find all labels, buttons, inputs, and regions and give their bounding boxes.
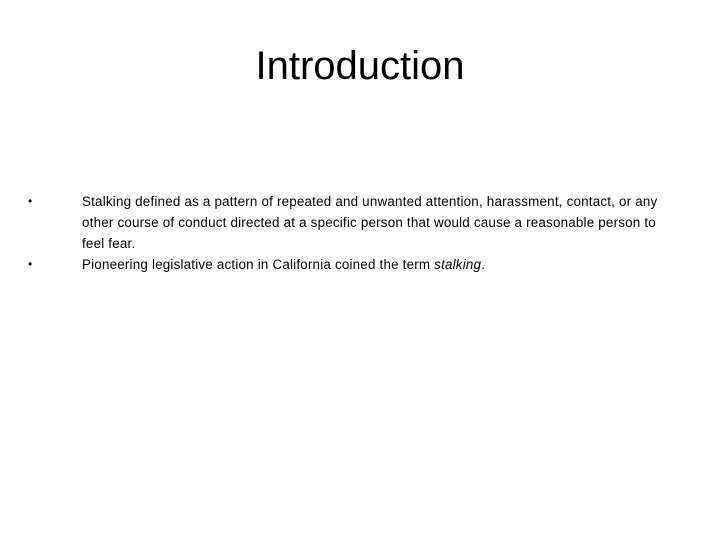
bullet-list — [0, 191, 720, 275]
bullet-item — [0, 191, 720, 254]
bullet-item — [0, 254, 720, 275]
bullet-trailing: . — [481, 257, 486, 272]
bullet-dot-icon: • — [28, 257, 33, 271]
bullet-dot-icon: • — [28, 194, 33, 208]
italic-term: stalking — [434, 257, 482, 272]
bullet-text: Pioneering legislative action in California coined the term — [82, 257, 435, 272]
slide-title: Introduction — [255, 44, 465, 88]
bullet-text: Stalking defined as a pattern of repeated and unwanted attention, harassment, contact, or any other course of conduct directed at a specific person that would cause a reasonable person to feel fear. — [82, 194, 658, 251]
